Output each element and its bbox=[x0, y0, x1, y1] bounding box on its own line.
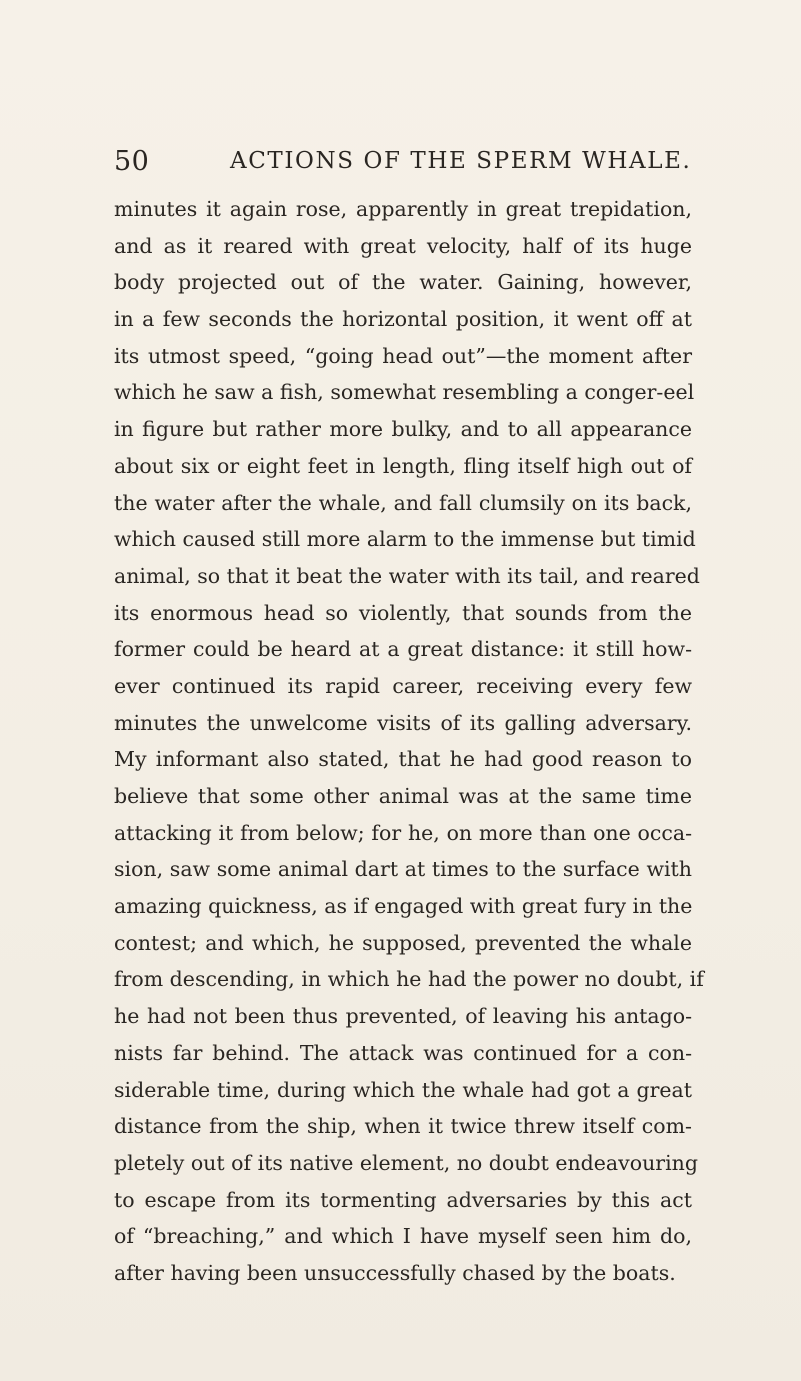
text-line: from descending, in which he had the power no doubt, if bbox=[114, 967, 704, 992]
chapter-running-title: ACTIONS OF THE SPERM WHALE. bbox=[230, 148, 692, 174]
text-line: contest; and which, he supposed, prevented the whale bbox=[114, 930, 692, 955]
text-line: minutes the unwelcome visits of its galling adversary. bbox=[114, 710, 692, 735]
text-line: sion, saw some animal dart at times to the surface with bbox=[114, 857, 692, 882]
text-line: nists far behind. The attack was continued for a con- bbox=[114, 1040, 692, 1065]
text-line: pletely out of its native element, no doubt endeavouring bbox=[114, 1150, 698, 1175]
text-line: animal, so that it beat the water with its tail, and reared bbox=[114, 563, 700, 588]
text-line: believe that some other animal was at the same time bbox=[114, 784, 692, 808]
text-line: former could be heard at a great distance: it still how- bbox=[114, 637, 692, 662]
text-line: about six or eight feet in length, fling itself high out of bbox=[114, 453, 692, 478]
running-head bbox=[114, 146, 692, 177]
text-line: in figure but rather more bulky, and to all appearance bbox=[114, 417, 692, 442]
text-line: distance from the ship, when it twice threw itself com- bbox=[114, 1114, 692, 1139]
body-text bbox=[114, 191, 704, 1292]
text-line: siderable time, during which the whale had got a great bbox=[114, 1077, 692, 1102]
text-line: My informant also stated, that he had good reason to bbox=[114, 747, 692, 772]
text-line: in a few seconds the horizontal position, it went off at bbox=[114, 307, 692, 332]
page-number: 50 bbox=[114, 146, 150, 177]
text-line: its enormous head so violently, that sounds from the bbox=[114, 600, 692, 625]
text-line: the water after the whale, and fall clumsily on its back, bbox=[114, 490, 692, 515]
text-line: its utmost speed, “going head out”—the moment after bbox=[114, 343, 692, 368]
text-line: of “breaching,” and which I have myself seen him do, bbox=[114, 1224, 692, 1249]
text-line: amazing quickness, as if engaged with great fury in the bbox=[114, 894, 693, 919]
text-line: after having been unsuccessfully chased by the boats. bbox=[114, 1260, 676, 1285]
text-line: ever continued its rapid career, receiving every few bbox=[114, 673, 692, 698]
text-line: which caused still more alarm to the immense but timid bbox=[114, 527, 696, 552]
text-line: minutes it again rose, apparently in great trepidation, bbox=[114, 197, 692, 221]
text-line: to escape from its tormenting adversaries by this act bbox=[114, 1187, 692, 1212]
text-line: attacking it from below; for he, on more than one occa- bbox=[114, 820, 692, 845]
text-line: he had not been thus prevented, of leaving his antago- bbox=[114, 1004, 692, 1029]
text-line: which he saw a fish, somewhat resembling a conger-eel bbox=[114, 380, 695, 405]
text-line: body projected out of the water. Gaining, however, bbox=[114, 270, 692, 295]
text-line: and as it reared with great velocity, half of its huge bbox=[114, 233, 692, 258]
